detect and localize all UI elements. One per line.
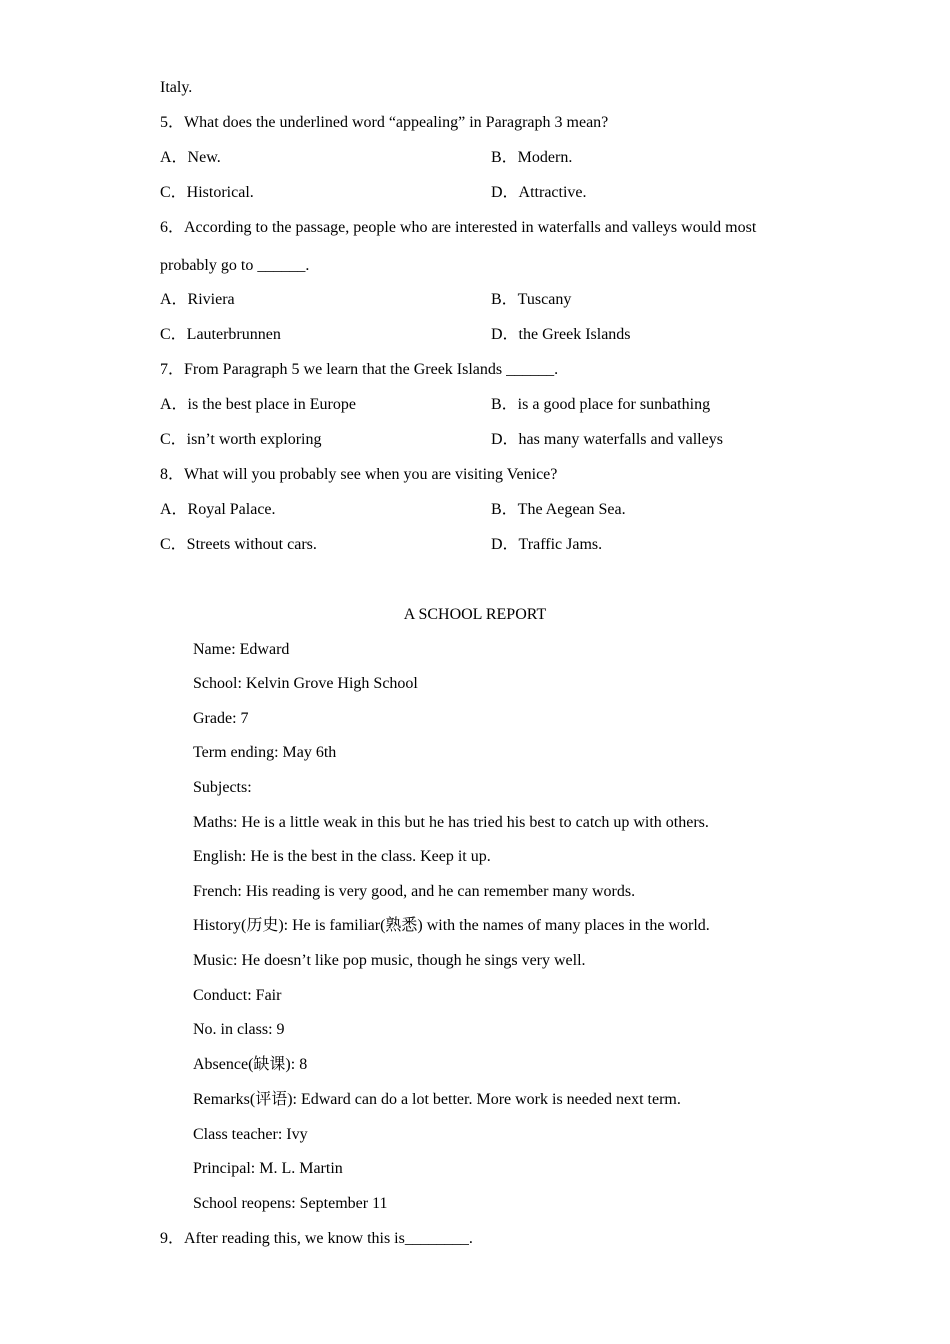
question-7-stem: 7．From Paragraph 5 we learn that the Greek Islands ______.	[160, 361, 559, 378]
q8-option-c: C．Streets without cars.	[160, 536, 317, 553]
report-school: School: Kelvin Grove High School	[193, 675, 418, 692]
report-conduct: Conduct: Fair	[193, 987, 282, 1004]
q6-option-d: D．the Greek Islands	[491, 326, 631, 343]
report-class-number: No. in class: 9	[193, 1021, 285, 1038]
report-title: A SCHOOL REPORT	[403, 606, 547, 623]
q8-option-a: A．Royal Palace.	[160, 501, 276, 518]
question-8-stem: 8．What will you probably see when you are visiting Venice?	[160, 466, 558, 483]
report-french: French: His reading is very good, and he can remember many words.	[193, 883, 636, 900]
q7-option-d: D．has many waterfalls and valleys	[491, 431, 723, 448]
report-class-teacher: Class teacher: Ivy	[193, 1126, 308, 1143]
q7-option-b: B．is a good place for sunbathing	[491, 396, 711, 413]
q5-option-c: C．Historical.	[160, 184, 254, 201]
q5-option-b: B．Modern.	[491, 149, 573, 166]
q6-option-a: A．Riviera	[160, 291, 235, 308]
q8-option-b: B．The Aegean Sea.	[491, 501, 626, 518]
report-grade: Grade: 7	[193, 710, 249, 727]
q8-option-d: D．Traffic Jams.	[491, 536, 603, 553]
report-reopens: School reopens: September 11	[193, 1195, 388, 1212]
report-term-ending: Term ending: May 6th	[193, 744, 337, 761]
q7-option-a: A．is the best place in Europe	[160, 396, 356, 413]
question-6-stem-cont: probably go to ______.	[160, 257, 310, 274]
q6-option-b: B．Tuscany	[491, 291, 572, 308]
report-principal: Principal: M. L. Martin	[193, 1160, 343, 1177]
question-5-stem: 5．What does the underlined word “appealing” in Paragraph 3 mean?	[160, 114, 609, 131]
report-english: English: He is the best in the class. Keep it up.	[193, 848, 491, 865]
report-maths: Maths: He is a little weak in this but he has tried his best to catch up with others.	[193, 814, 709, 831]
report-history: History(历史): He is familiar(熟悉) with the names of many places in the world.	[193, 917, 710, 934]
q5-option-a: A．New.	[160, 149, 221, 166]
question-9-stem: 9．After reading this, we know this is________.	[160, 1230, 473, 1247]
report-name: Name: Edward	[193, 641, 290, 658]
q5-option-d: D．Attractive.	[491, 184, 587, 201]
q7-option-c: C．isn’t worth exploring	[160, 431, 322, 448]
question-6-stem: 6．According to the passage, people who are interested in waterfalls and valleys would most	[160, 219, 757, 236]
report-music: Music: He doesn’t like pop music, though he sings very well.	[193, 952, 586, 969]
q6-option-c: C．Lauterbrunnen	[160, 326, 281, 343]
continuation-text: Italy.	[160, 79, 193, 96]
report-remarks: Remarks(评语): Edward can do a lot better. More work is needed next term.	[193, 1091, 681, 1108]
report-absence: Absence(缺课): 8	[193, 1056, 308, 1073]
report-subjects: Subjects:	[193, 779, 252, 796]
